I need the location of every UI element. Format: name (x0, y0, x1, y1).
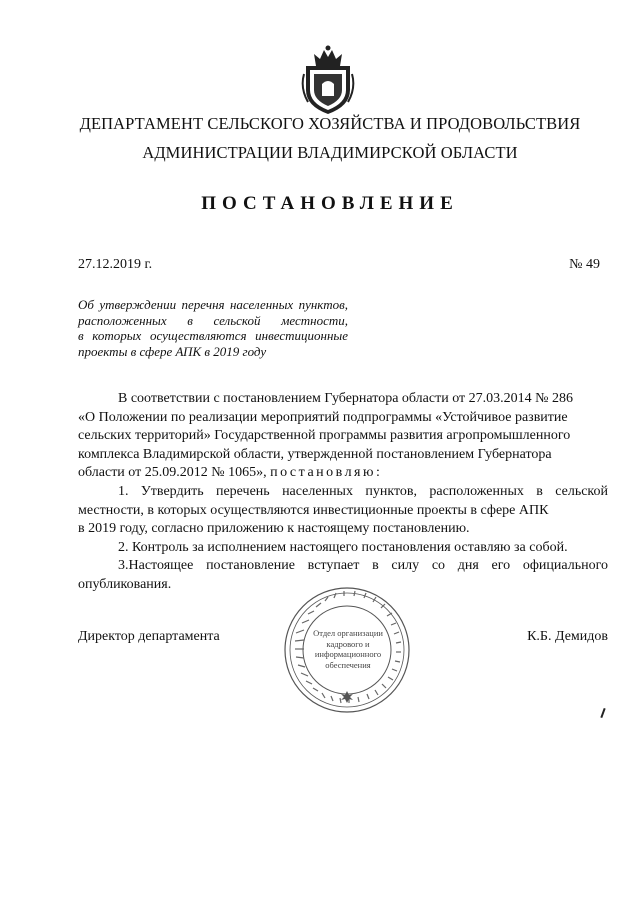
document-number: № 49 (569, 257, 600, 272)
body-line: 1. Утвердить перечень населенных пунктов, расположенных в сельской (118, 483, 608, 499)
signer-name: К.Б. Демидов (527, 629, 608, 644)
body-line: местности, в которых осуществляются инвестиционные проекты в сфере АПК (78, 502, 549, 518)
coat-of-arms-icon (300, 44, 356, 116)
document-body (78, 390, 608, 595)
body-line: 3.Настоящее постановление вступает в силу со дня его официального (118, 558, 608, 574)
subject-line: проекты в сфере АПК в 2019 году (78, 343, 267, 359)
department-name-line2: АДМИНИСТРАЦИИ ВЛАДИМИРСКОЙ ОБЛАСТИ (142, 143, 518, 162)
stamp-line: Отдел организации (313, 628, 383, 638)
subject-line: Об утверждении перечня населенных пунктов, (78, 297, 348, 312)
subject-line: в которых осуществляются инвестиционные (78, 328, 348, 343)
department-name-line1: ДЕПАРТАМЕНТ СЕЛЬСКОГО ХОЗЯЙСТВА И ПРОДОВОЛЬСТВИЯ (79, 114, 581, 133)
decree-word: постановляю: (270, 465, 383, 481)
stamp-line: обеспечения (325, 659, 371, 670)
stamp-line: информационного (314, 649, 382, 659)
signer-position: Директор департамента (78, 629, 220, 644)
document-date: 27.12.2019 г. (78, 257, 153, 272)
body-line: 2. Контроль за исполнением настоящего постановления оставляю за собой. (118, 539, 568, 555)
scan-mark (600, 708, 605, 718)
stamp-inner-text (312, 628, 384, 670)
body-line: опубликования. (78, 576, 172, 592)
body-line-with-decree (78, 464, 608, 483)
stamp-line: кадрового и (326, 638, 370, 649)
body-line: «О Положении по реализации мероприятий подпрограммы «Устойчивое развитие (78, 409, 568, 425)
subject-line: расположенных в сельской местности, (78, 312, 348, 328)
body-line: в 2019 году, согласно приложению к настоящему постановлению. (78, 521, 470, 537)
body-line: сельских территорий» Государственной программы развития агропромышленного (78, 428, 571, 444)
body-line: комплекса Владимирской области, утвержденной постановлением Губернатора (78, 446, 552, 462)
body-line: области от 25.09.2012 № 1065», (78, 465, 267, 481)
body-line: В соответствии с постановлением Губернатора области от 27.03.2014 № 286 (118, 391, 573, 406)
document-subject (78, 297, 348, 359)
document-type-title: ПОСТАНОВЛЕНИЕ (201, 193, 459, 214)
